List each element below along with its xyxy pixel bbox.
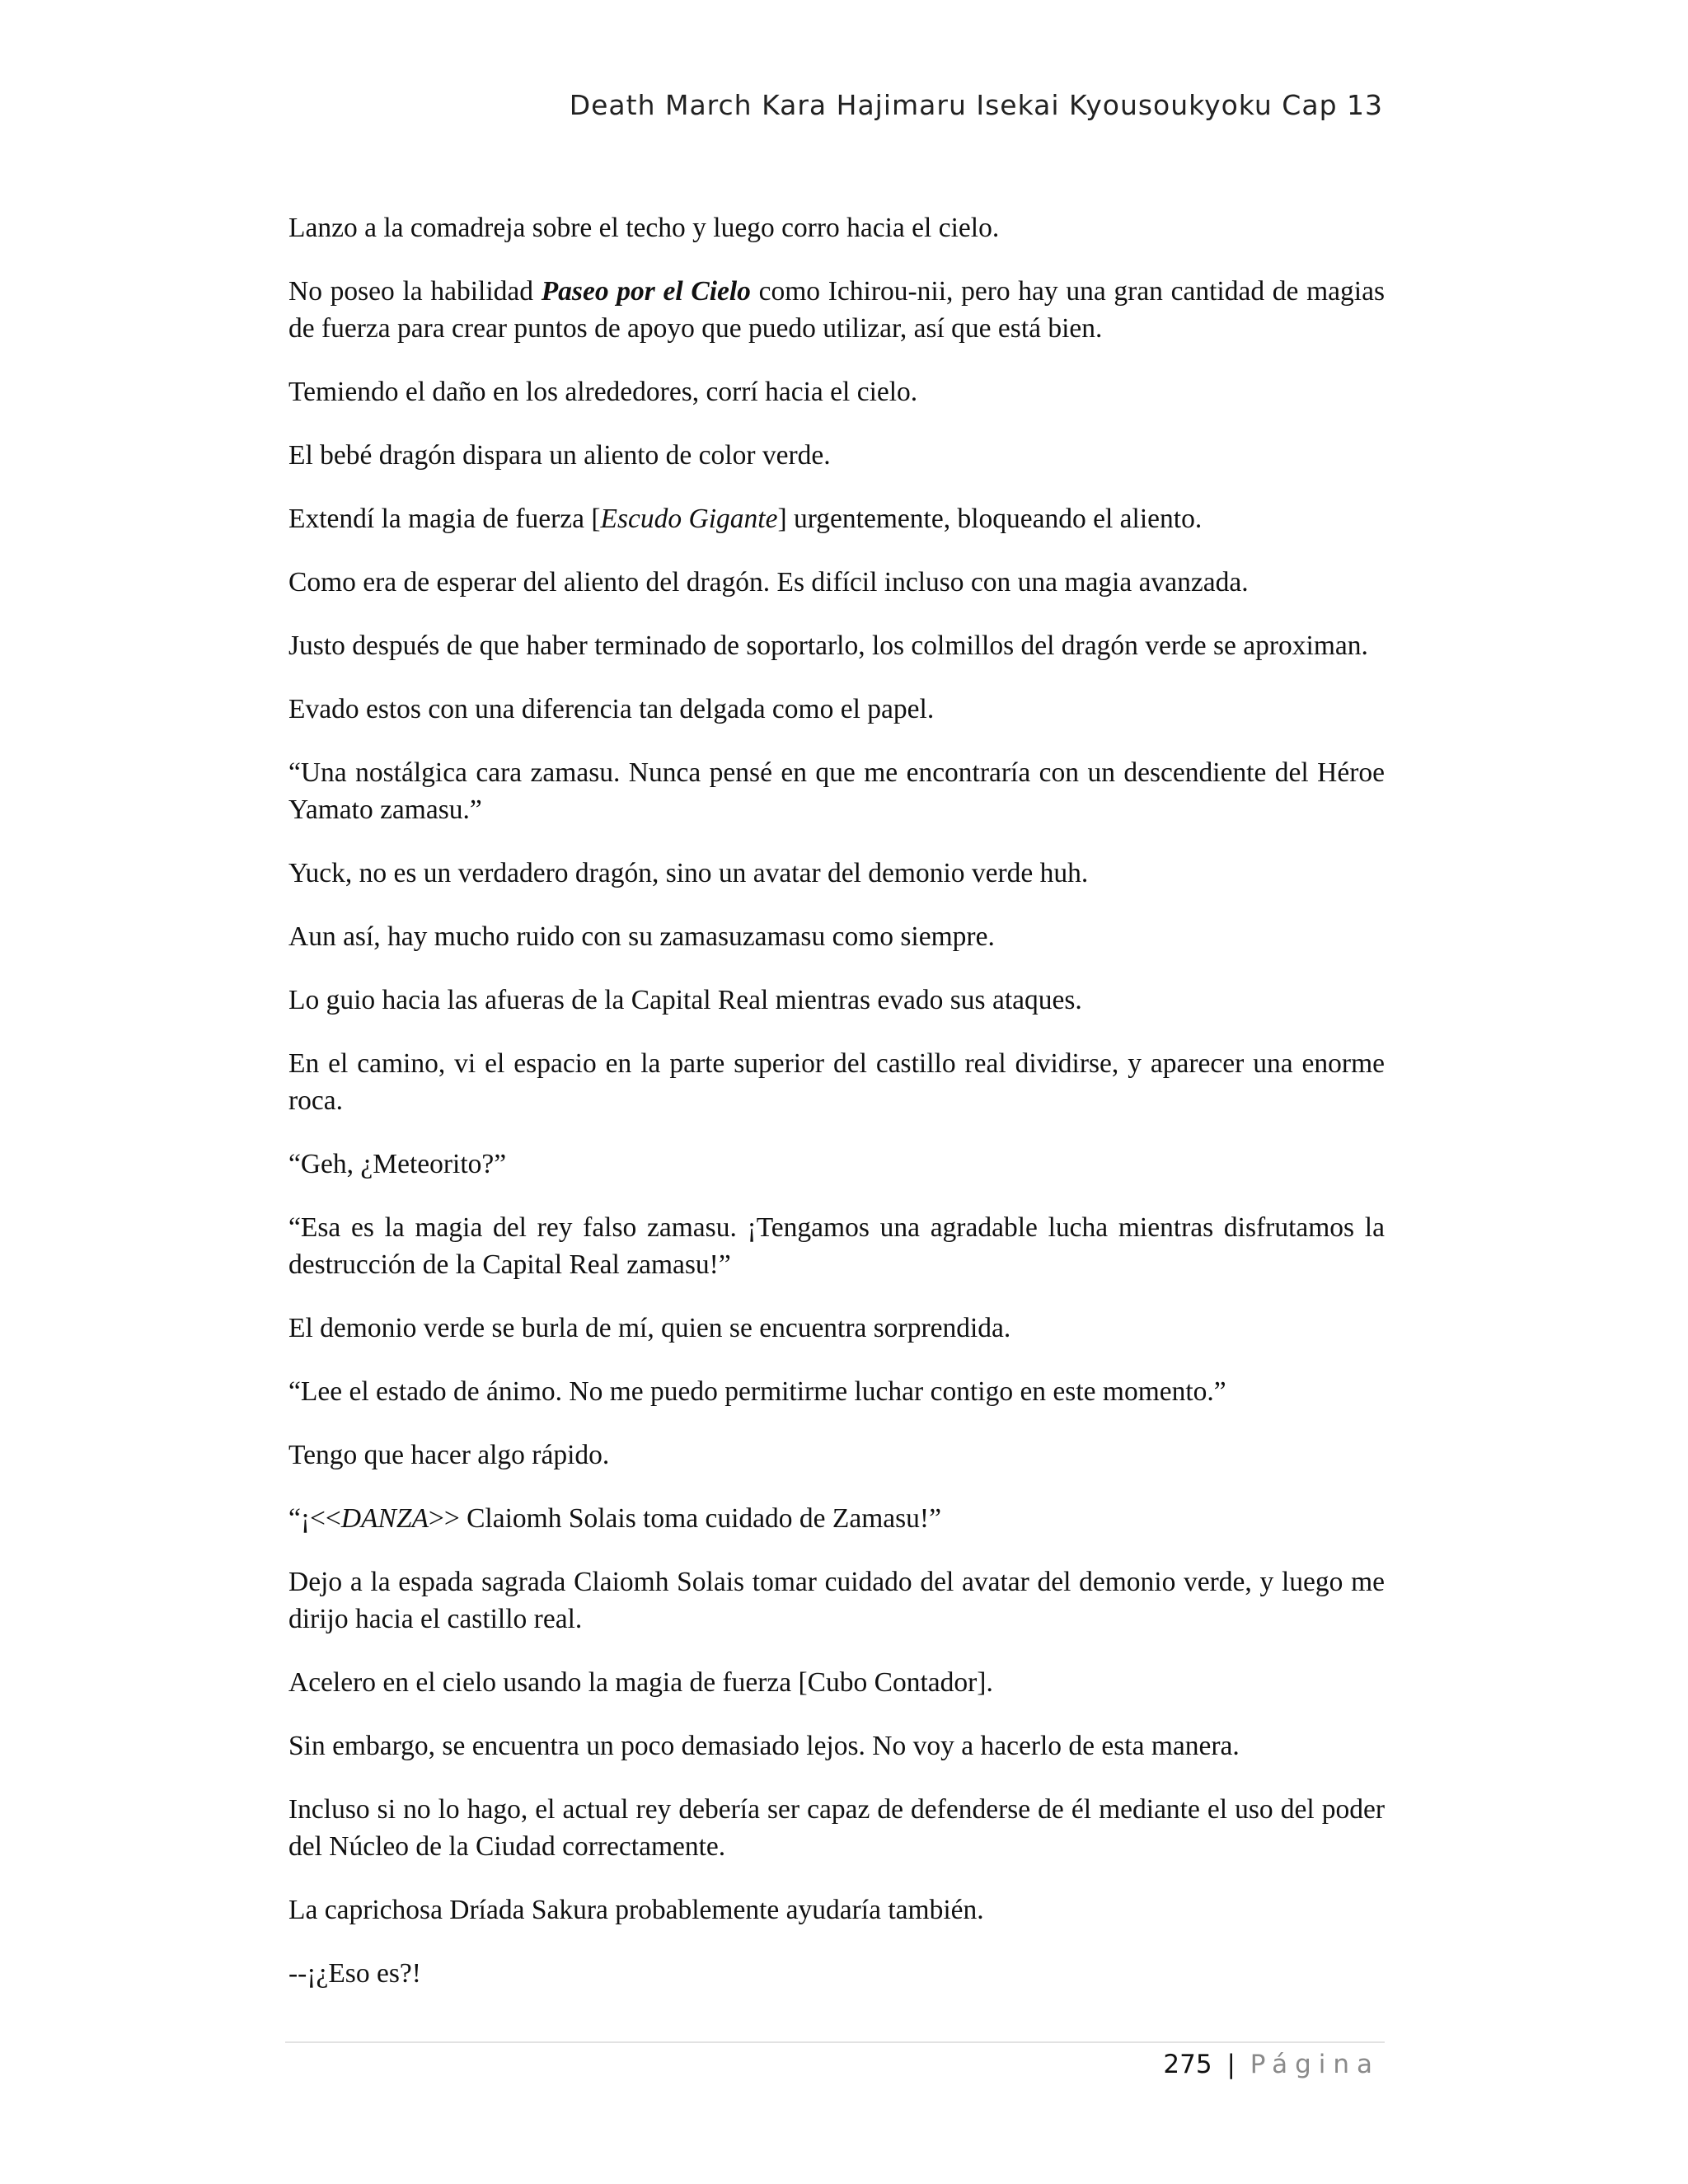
emphasis-bold-italic: Paseo por el Cielo bbox=[541, 276, 751, 307]
text-run: --¡¿Eso es?! bbox=[288, 1958, 421, 1989]
text-run: “Geh, ¿Meteorito?” bbox=[288, 1149, 507, 1179]
text-run: El demonio verde se burla de mí, quien se encuentra sorprendida. bbox=[288, 1313, 1011, 1343]
paragraph bbox=[288, 1310, 1385, 1347]
paragraph bbox=[288, 1727, 1385, 1765]
emphasis-italic: DANZA bbox=[340, 1503, 429, 1534]
text-run: Dejo a la espada sagrada Claiomh Solais tomar cuidado del avatar del demonio verde, y luego me dirijo hacia el castillo real. bbox=[288, 1567, 1385, 1634]
text-run: Como era de esperar del aliento del dragón. Es difícil incluso con una magia avanzada. bbox=[288, 567, 1249, 598]
paragraph bbox=[288, 564, 1385, 601]
paragraph bbox=[288, 1563, 1385, 1638]
paragraph bbox=[288, 1045, 1385, 1119]
text-run: Lo guio hacia las afueras de la Capital Real mientras evado sus ataques. bbox=[288, 985, 1082, 1015]
text-run: Tengo que hacer algo rápido. bbox=[288, 1440, 610, 1470]
text-run: “¡<< bbox=[288, 1503, 341, 1534]
text-run: Acelero en el cielo usando la magia de fuerza [Cubo Contador]. bbox=[288, 1667, 993, 1698]
paragraph bbox=[288, 437, 1385, 474]
paragraph bbox=[288, 209, 1385, 246]
text-run: “Lee el estado de ánimo. No me puedo permitirme luchar contigo en este momento.” bbox=[288, 1376, 1226, 1407]
paragraph bbox=[288, 1955, 1385, 1992]
text-run: Extendí la magia de fuerza [ bbox=[288, 504, 601, 534]
page-number: 275 bbox=[1163, 2050, 1212, 2079]
chapter-body bbox=[288, 209, 1385, 2018]
text-run: Temiendo el daño en los alrededores, corrí hacia el cielo. bbox=[288, 377, 918, 407]
footer-divider bbox=[285, 2041, 1385, 2043]
text-run: Lanzo a la comadreja sobre el techo y luego corro hacia el cielo. bbox=[288, 213, 1000, 243]
paragraph bbox=[288, 982, 1385, 1019]
page-label: Página bbox=[1250, 2050, 1380, 2079]
paragraph bbox=[288, 627, 1385, 664]
paragraph bbox=[288, 1373, 1385, 1410]
text-run: En el camino, vi el espacio en la parte superior del castillo real dividirse, y aparecer una enorme roca. bbox=[288, 1048, 1385, 1116]
text-run: ] urgentemente, bloqueando el aliento. bbox=[777, 504, 1203, 534]
page-header-title: Death March Kara Hajimaru Isekai Kyousoukyoku Cap 13 bbox=[569, 89, 1383, 121]
paragraph bbox=[288, 500, 1385, 537]
text-run: Evado estos con una diferencia tan delgada como el papel. bbox=[288, 694, 935, 724]
footer-separator: | bbox=[1226, 2050, 1236, 2079]
text-run: Justo después de que haber terminado de soportarlo, los colmillos del dragón verde se aproximan. bbox=[288, 630, 1368, 661]
text-run: Sin embargo, se encuentra un poco demasiado lejos. No voy a hacerlo de esta manera. bbox=[288, 1731, 1240, 1761]
text-run: El bebé dragón dispara un aliento de color verde. bbox=[288, 440, 831, 471]
emphasis-italic: Escudo Gigante bbox=[600, 504, 778, 534]
paragraph bbox=[288, 754, 1385, 828]
text-run: “Esa es la magia del rey falso zamasu. ¡Tengamos una agradable lucha mientras disfrutamos la destrucción de la Capital Real zamasu!” bbox=[288, 1212, 1385, 1280]
page-footer bbox=[1163, 2050, 1380, 2079]
paragraph bbox=[288, 1436, 1385, 1474]
paragraph bbox=[288, 1209, 1385, 1283]
paragraph bbox=[288, 1891, 1385, 1929]
paragraph bbox=[288, 1146, 1385, 1183]
paragraph bbox=[288, 273, 1385, 347]
text-run: como Ichirou-nii, pero hay una gran cantidad de magias de fuerza para crear puntos de apoyo que puedo utilizar, así que está bien. bbox=[288, 276, 1385, 344]
paragraph bbox=[288, 373, 1385, 410]
text-run: Yuck, no es un verdadero dragón, sino un avatar del demonio verde huh. bbox=[288, 858, 1089, 888]
text-run: Aun así, hay mucho ruido con su zamasuzamasu como siempre. bbox=[288, 921, 995, 952]
text-run: >> Claiomh Solais toma cuidado de Zamasu!” bbox=[428, 1503, 941, 1534]
text-run: “Una nostálgica cara zamasu. Nunca pensé en que me encontraría con un descendiente del Héroe Yamato zamasu.” bbox=[288, 757, 1385, 825]
paragraph bbox=[288, 691, 1385, 728]
paragraph bbox=[288, 1664, 1385, 1701]
text-run: Incluso si no lo hago, el actual rey debería ser capaz de defenderse de él mediante el uso del poder del Núcleo de la Ciudad correctamente. bbox=[288, 1794, 1385, 1862]
paragraph bbox=[288, 1791, 1385, 1865]
paragraph bbox=[288, 918, 1385, 955]
paragraph bbox=[288, 1500, 1385, 1537]
text-run: La caprichosa Dríada Sakura probablemente ayudaría también. bbox=[288, 1895, 984, 1925]
paragraph bbox=[288, 855, 1385, 892]
text-run: No poseo la habilidad bbox=[288, 276, 542, 307]
